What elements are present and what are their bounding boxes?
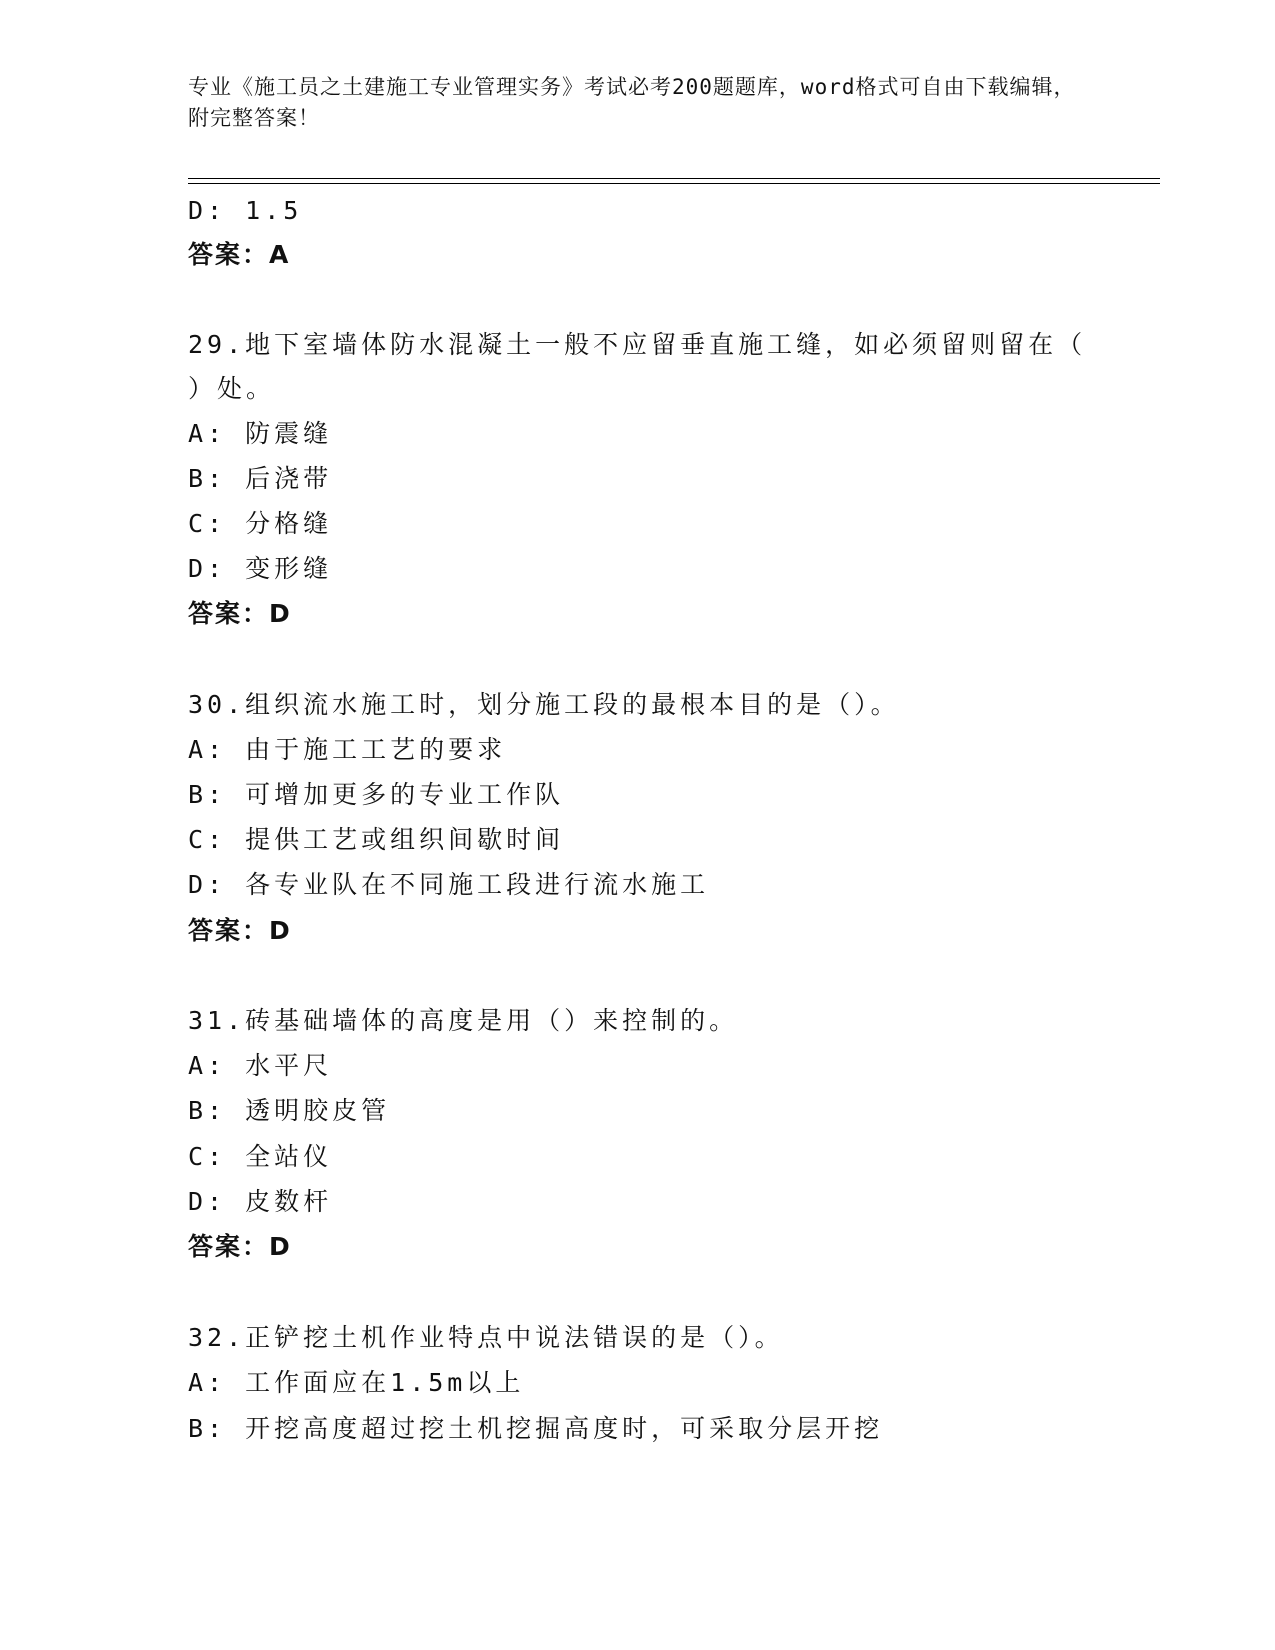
q30-option-b: B: 可增加更多的专业工作队 [188, 780, 565, 809]
q29-stem-line2: ）处。 [188, 374, 276, 403]
q30-option-a: A: 由于施工工艺的要求 [188, 735, 507, 764]
q29-option-d: D: 变形缝 [188, 554, 333, 583]
header-divider-bottom [188, 183, 1160, 184]
q32-stem: 32.正铲挖土机作业特点中说法错误的是（）。 [188, 1323, 784, 1352]
q30-stem: 30.组织流水施工时，划分施工段的最根本目的是（）。 [188, 690, 900, 719]
q29-option-a: A: 防震缝 [188, 419, 333, 448]
page-header: 专业《施工员之土建施工专业管理实务》考试必考200题题库，word格式可自由下载编辑，附完整答案！ [188, 75, 1076, 130]
q30-option-d: D: 各专业队在不同施工段进行流水施工 [188, 870, 710, 899]
q32-option-a: A: 工作面应在1.5m以上 [188, 1368, 525, 1397]
q31-stem: 31.砖基础墙体的高度是用（）来控制的。 [188, 1006, 739, 1035]
q29-option-c: C: 分格缝 [188, 509, 333, 538]
q30-answer: 答案：D [188, 916, 292, 945]
q30-option-c: C: 提供工艺或组织间歇时间 [188, 825, 565, 854]
q32-option-b: B: 开挖高度超过挖土机挖掘高度时，可采取分层开挖 [188, 1414, 884, 1443]
q29-stem-line1: 29.地下室墙体防水混凝土一般不应留垂直施工缝，如必须留则留在（ [188, 330, 1087, 359]
q31-option-d: D: 皮数杆 [188, 1187, 333, 1216]
q31-option-a: A: 水平尺 [188, 1051, 333, 1080]
q31-answer: 答案：D [188, 1232, 292, 1261]
q31-option-b: B: 透明胶皮管 [188, 1096, 391, 1125]
q29-option-b: B: 后浇带 [188, 464, 333, 493]
q29-answer: 答案：D [188, 599, 292, 628]
header-divider-top [188, 178, 1160, 179]
prev-option-d: D: 1.5 [188, 196, 303, 225]
prev-answer: 答案：A [188, 240, 291, 269]
q31-option-c: C: 全站仪 [188, 1142, 333, 1171]
